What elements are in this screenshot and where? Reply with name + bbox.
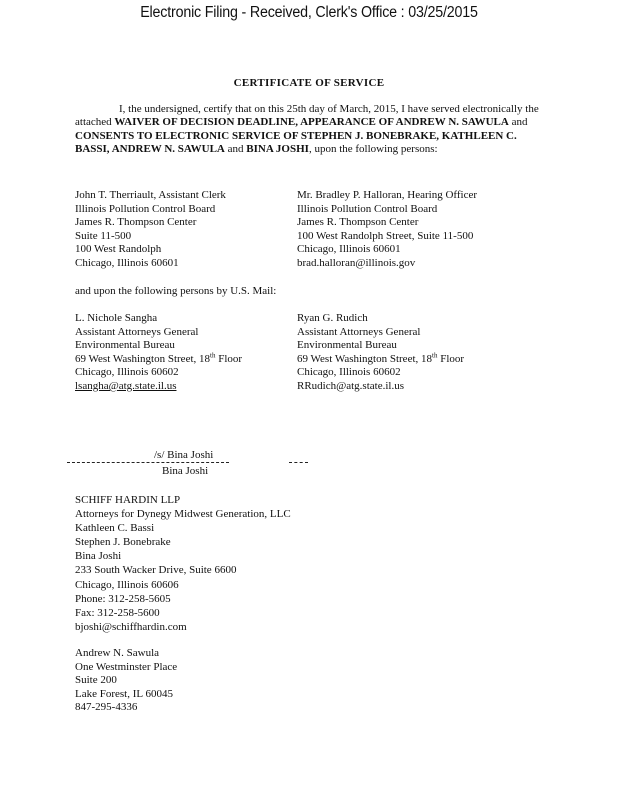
signer-name: Bina Joshi [162, 465, 209, 477]
recipient-line: James R. Thompson Center [75, 216, 197, 229]
certification-bold-3: BINA JOSHI [246, 143, 309, 156]
street-ordinal: th [432, 351, 438, 360]
street-ordinal: th [210, 351, 216, 360]
recipient-email-link[interactable]: lsangha@atg.state.il.us [75, 379, 177, 392]
certification-text-1: I, the undersigned, certify that on this 25th day of March, 2015, I have served electronically the attached [75, 103, 539, 129]
firm-line: Chicago, Illinois 60606 [75, 578, 179, 591]
recipient-hearing-officer [297, 189, 477, 271]
recipient-title: Assistant Attorneys General [75, 325, 199, 338]
certification-paragraph [75, 103, 545, 157]
recipient-rudich [297, 312, 464, 394]
certification-text-4: , upon the following persons: [308, 143, 438, 156]
recipient-line: Chicago, Illinois 60601 [75, 256, 179, 269]
signature-line [67, 462, 229, 463]
sawula-line: Lake Forest, IL 60045 [75, 687, 173, 700]
recipient-name: Ryan G. Rudich [297, 312, 368, 324]
street-floor: Floor [437, 352, 465, 365]
certification-bold-1: WAIVER OF DECISION DEADLINE, APPEARANCE OF ANDREW N. SAWULA [114, 116, 509, 129]
firm-name: SCHIFF HARDIN LLP [75, 494, 181, 506]
recipient-bureau: Environmental Bureau [297, 339, 397, 352]
recipient-line: Suite 11-500 [75, 229, 132, 242]
recipient-line: James R. Thompson Center [297, 216, 419, 229]
recipient-line: John T. Therriault, Assistant Clerk [75, 189, 226, 201]
recipient-line: Illinois Pollution Control Board [297, 202, 438, 215]
recipient-title: Assistant Attorneys General [297, 325, 421, 338]
street-text: 69 West Washington Street, 18 [297, 352, 433, 365]
recipient-line: 100 West Randolph Street, Suite 11-500 [297, 229, 474, 242]
recipient-street [75, 353, 242, 367]
sawula-line: One Westminster Place [75, 660, 178, 673]
sawula-line: Andrew N. Sawula [75, 647, 160, 659]
certification-text-3: and [224, 143, 247, 156]
recipient-sangha [75, 312, 242, 394]
recipient-line: 100 West Randolph [75, 243, 162, 256]
firm-line: Bina Joshi [75, 550, 122, 563]
firm-email: bjoshi@schiffhardin.com [75, 620, 187, 633]
recipient-clerk [75, 189, 226, 271]
sawula-phone: 847-295-4336 [75, 701, 138, 714]
signature-s-line: /s/ Bina Joshi [154, 449, 214, 461]
filing-stamp: Electronic Filing - Received, Clerk's Office : 03/25/2015 [140, 4, 478, 21]
recipient-street [297, 353, 464, 367]
recipient-line: Chicago, Illinois 60601 [297, 243, 401, 256]
recipient-line: Illinois Pollution Control Board [75, 202, 216, 215]
firm-line: Kathleen C. Bassi [75, 522, 155, 535]
recipient-name: L. Nichole Sangha [75, 312, 158, 324]
street-text: 69 West Washington Street, 18 [75, 352, 211, 365]
firm-block [75, 493, 291, 634]
firm-line: Attorneys for Dynegy Midwest Generation, LLC [75, 508, 291, 521]
recipient-email: RRudich@atg.state.il.us [297, 379, 404, 392]
document-title: CERTIFICATE OF SERVICE [233, 77, 385, 89]
recipient-email: brad.halloran@illinois.gov [297, 256, 416, 269]
street-floor: Floor [215, 352, 243, 365]
sawula-line: Suite 200 [75, 674, 117, 687]
recipient-city: Chicago, Illinois 60602 [297, 366, 401, 379]
firm-phone: Phone: 312-258-5605 [75, 592, 171, 605]
signature-line-dash [289, 462, 308, 463]
firm-line: 233 South Wacker Drive, Suite 6600 [75, 564, 237, 577]
firm-line: Stephen J. Bonebrake [75, 536, 171, 549]
sawula-address-block [75, 647, 177, 715]
certification-bold-2: CONSENTS TO ELECTRONIC SERVICE OF STEPHEN J. BONEBRAKE, KATHLEEN C. BASSI, ANDREW N. SAWULA [75, 129, 517, 156]
recipient-city: Chicago, Illinois 60602 [75, 366, 179, 379]
recipient-bureau: Environmental Bureau [75, 339, 175, 352]
recipient-line: Mr. Bradley P. Halloran, Hearing Officer [297, 189, 478, 201]
mail-service-intro: and upon the following persons by U.S. Mail: [75, 285, 277, 297]
certification-text-2: and [508, 116, 528, 129]
firm-fax: Fax: 312-258-5600 [75, 606, 160, 619]
